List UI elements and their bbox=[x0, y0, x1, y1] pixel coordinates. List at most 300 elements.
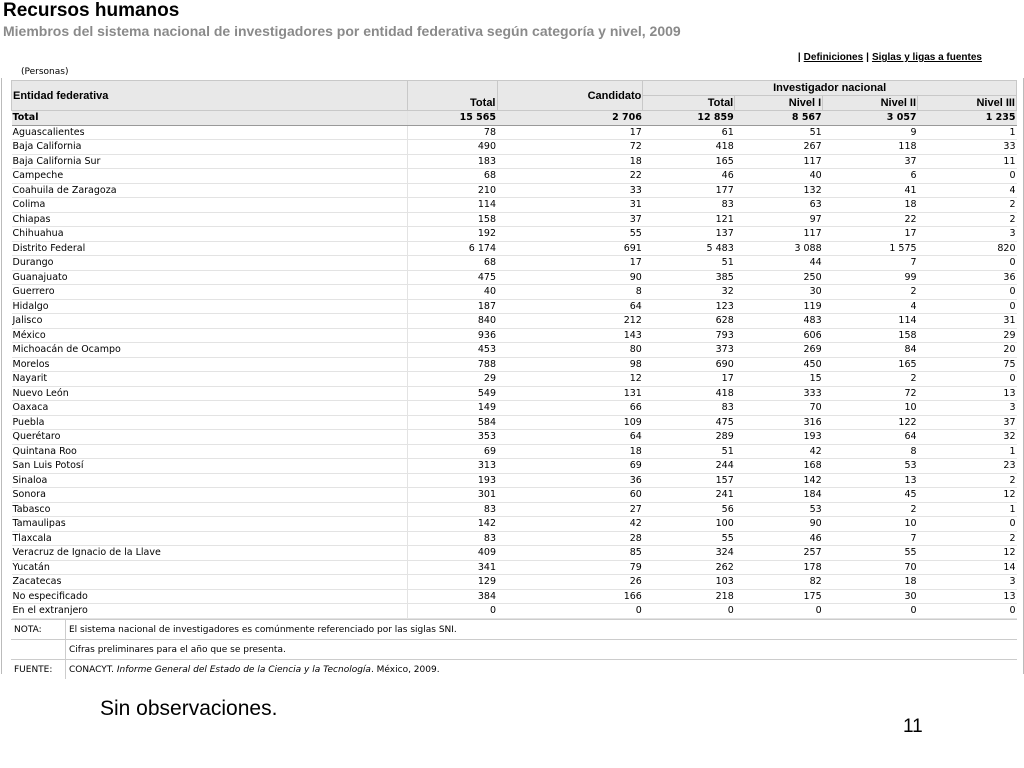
cell-sub-total: 418 bbox=[643, 386, 735, 401]
cell-nivel-1: 267 bbox=[735, 140, 823, 155]
cell-entidad: No especificado bbox=[12, 589, 408, 604]
cell-nivel-2: 1 575 bbox=[823, 241, 918, 256]
cell-nivel-3: 3 bbox=[918, 575, 1017, 590]
cell-nivel-3: 1 bbox=[918, 502, 1017, 517]
cell-candidato: 90 bbox=[497, 270, 643, 285]
cell-nivel-3: 20 bbox=[918, 343, 1017, 358]
cell-entidad: Tabasco bbox=[12, 502, 408, 517]
cell-total: 29 bbox=[407, 372, 497, 387]
cell-nivel-3: 1 235 bbox=[918, 111, 1017, 126]
cell-sub-total: 121 bbox=[643, 212, 735, 227]
table-row bbox=[12, 517, 1017, 532]
cell-nivel-1: 82 bbox=[735, 575, 823, 590]
cell-total: 584 bbox=[407, 415, 497, 430]
table-row bbox=[12, 560, 1017, 575]
table-row bbox=[12, 430, 1017, 445]
cell-nivel-3: 33 bbox=[918, 140, 1017, 155]
table-row bbox=[12, 183, 1017, 198]
cell-nivel-2: 7 bbox=[823, 256, 918, 271]
cell-candidato: 26 bbox=[497, 575, 643, 590]
cell-sub-total: 324 bbox=[643, 546, 735, 561]
cell-total: 409 bbox=[407, 546, 497, 561]
cell-entidad: Oaxaca bbox=[12, 401, 408, 416]
cell-nivel-1: 257 bbox=[735, 546, 823, 561]
cell-sub-total: 137 bbox=[643, 227, 735, 242]
cell-nivel-3: 820 bbox=[918, 241, 1017, 256]
cell-total: 788 bbox=[407, 357, 497, 372]
table-body bbox=[12, 111, 1017, 619]
cell-candidato: 27 bbox=[497, 502, 643, 517]
notes-table bbox=[11, 619, 1017, 679]
cell-sub-total: 793 bbox=[643, 328, 735, 343]
cell-candidato: 31 bbox=[497, 198, 643, 213]
table-row bbox=[12, 198, 1017, 213]
table-row bbox=[12, 473, 1017, 488]
cell-total: 183 bbox=[407, 154, 497, 169]
table-row bbox=[12, 241, 1017, 256]
cell-total: 341 bbox=[407, 560, 497, 575]
cell-nivel-2: 10 bbox=[823, 401, 918, 416]
header-sub-total: Total bbox=[643, 96, 735, 111]
cell-entidad: Nayarit bbox=[12, 372, 408, 387]
cell-nivel-3: 3 bbox=[918, 401, 1017, 416]
cell-nivel-2: 9 bbox=[823, 125, 918, 140]
cell-nivel-1: 53 bbox=[735, 502, 823, 517]
page-title: Recursos humanos bbox=[3, 0, 180, 21]
nota-label-empty bbox=[11, 640, 66, 660]
cell-nivel-2: 10 bbox=[823, 517, 918, 532]
cell-total: 68 bbox=[407, 169, 497, 184]
cell-sub-total: 103 bbox=[643, 575, 735, 590]
cell-nivel-3: 23 bbox=[918, 459, 1017, 474]
cell-sub-total: 157 bbox=[643, 473, 735, 488]
cell-total: 453 bbox=[407, 343, 497, 358]
header-nivel-3: Nivel III bbox=[918, 96, 1017, 111]
cell-nivel-1: 3 088 bbox=[735, 241, 823, 256]
cell-nivel-1: 168 bbox=[735, 459, 823, 474]
cell-nivel-2: 64 bbox=[823, 430, 918, 445]
cell-nivel-1: 97 bbox=[735, 212, 823, 227]
cell-sub-total: 262 bbox=[643, 560, 735, 575]
cell-candidato: 131 bbox=[497, 386, 643, 401]
cell-entidad: Hidalgo bbox=[12, 299, 408, 314]
cell-entidad: Guerrero bbox=[12, 285, 408, 300]
cell-nivel-1: 0 bbox=[735, 604, 823, 619]
cell-total: 0 bbox=[407, 604, 497, 619]
cell-nivel-2: 22 bbox=[823, 212, 918, 227]
cell-entidad: Tlaxcala bbox=[12, 531, 408, 546]
table-row bbox=[12, 357, 1017, 372]
fuente-prefix: CONACYT. bbox=[69, 664, 117, 675]
cell-nivel-2: 99 bbox=[823, 270, 918, 285]
cell-nivel-3: 0 bbox=[918, 604, 1017, 619]
table-row bbox=[12, 444, 1017, 459]
cell-nivel-3: 75 bbox=[918, 357, 1017, 372]
cell-entidad: Aguascalientes bbox=[12, 125, 408, 140]
cell-total: 15 565 bbox=[407, 111, 497, 126]
cell-nivel-3: 2 bbox=[918, 473, 1017, 488]
cell-nivel-2: 2 bbox=[823, 285, 918, 300]
table-row bbox=[12, 604, 1017, 619]
cell-candidato: 18 bbox=[497, 154, 643, 169]
cell-nivel-2: 122 bbox=[823, 415, 918, 430]
cell-sub-total: 244 bbox=[643, 459, 735, 474]
table-row bbox=[12, 488, 1017, 503]
cell-nivel-3: 3 bbox=[918, 227, 1017, 242]
cell-candidato: 55 bbox=[497, 227, 643, 242]
cell-nivel-3: 13 bbox=[918, 386, 1017, 401]
cell-total: 40 bbox=[407, 285, 497, 300]
cell-nivel-1: 250 bbox=[735, 270, 823, 285]
cell-candidato: 42 bbox=[497, 517, 643, 532]
cell-sub-total: 51 bbox=[643, 256, 735, 271]
cell-sub-total: 83 bbox=[643, 401, 735, 416]
table-row bbox=[12, 140, 1017, 155]
cell-sub-total: 218 bbox=[643, 589, 735, 604]
cell-total: 313 bbox=[407, 459, 497, 474]
cell-sub-total: 51 bbox=[643, 444, 735, 459]
cell-entidad: Zacatecas bbox=[12, 575, 408, 590]
cell-nivel-2: 8 bbox=[823, 444, 918, 459]
cell-nivel-3: 2 bbox=[918, 531, 1017, 546]
cell-candidato: 64 bbox=[497, 299, 643, 314]
cell-entidad: Chihuahua bbox=[12, 227, 408, 242]
table-row bbox=[12, 328, 1017, 343]
cell-nivel-2: 37 bbox=[823, 154, 918, 169]
cell-total: 69 bbox=[407, 444, 497, 459]
cell-nivel-2: 30 bbox=[823, 589, 918, 604]
cell-nivel-3: 0 bbox=[918, 285, 1017, 300]
cell-sub-total: 83 bbox=[643, 198, 735, 213]
table-row bbox=[12, 372, 1017, 387]
cell-nivel-2: 7 bbox=[823, 531, 918, 546]
cell-sub-total: 17 bbox=[643, 372, 735, 387]
cell-sub-total: 12 859 bbox=[643, 111, 735, 126]
cell-sub-total: 241 bbox=[643, 488, 735, 503]
cell-entidad: Baja California Sur bbox=[12, 154, 408, 169]
cell-nivel-3: 12 bbox=[918, 546, 1017, 561]
cell-nivel-2: 2 bbox=[823, 502, 918, 517]
nota-label: NOTA: bbox=[11, 620, 66, 640]
table-row-total bbox=[12, 111, 1017, 126]
cell-nivel-3: 11 bbox=[918, 154, 1017, 169]
cell-nivel-1: 175 bbox=[735, 589, 823, 604]
cell-nivel-1: 117 bbox=[735, 154, 823, 169]
cell-nivel-1: 178 bbox=[735, 560, 823, 575]
cell-nivel-3: 12 bbox=[918, 488, 1017, 503]
cell-nivel-2: 84 bbox=[823, 343, 918, 358]
cell-total: 83 bbox=[407, 531, 497, 546]
cell-candidato: 22 bbox=[497, 169, 643, 184]
cell-total: 490 bbox=[407, 140, 497, 155]
cell-candidato: 109 bbox=[497, 415, 643, 430]
fuente-title: Informe General del Estado de la Ciencia y la Tecnología bbox=[116, 664, 371, 675]
fuente-text bbox=[66, 660, 1018, 680]
table-row bbox=[12, 546, 1017, 561]
cell-candidato: 85 bbox=[497, 546, 643, 561]
cell-candidato: 212 bbox=[497, 314, 643, 329]
cell-sub-total: 56 bbox=[643, 502, 735, 517]
cell-nivel-2: 4 bbox=[823, 299, 918, 314]
cell-nivel-3: 14 bbox=[918, 560, 1017, 575]
data-table bbox=[11, 80, 1017, 619]
table-row bbox=[12, 154, 1017, 169]
cell-sub-total: 61 bbox=[643, 125, 735, 140]
table-row bbox=[12, 401, 1017, 416]
cell-sub-total: 418 bbox=[643, 140, 735, 155]
cell-nivel-1: 8 567 bbox=[735, 111, 823, 126]
reference-links bbox=[795, 52, 982, 63]
cell-nivel-3: 0 bbox=[918, 372, 1017, 387]
cell-nivel-3: 0 bbox=[918, 256, 1017, 271]
table-row bbox=[12, 285, 1017, 300]
table-row bbox=[12, 169, 1017, 184]
cell-sub-total: 475 bbox=[643, 415, 735, 430]
cell-sub-total: 165 bbox=[643, 154, 735, 169]
header-total: Total bbox=[407, 81, 497, 111]
cell-entidad: Campeche bbox=[12, 169, 408, 184]
cell-nivel-2: 2 bbox=[823, 372, 918, 387]
cell-candidato: 17 bbox=[497, 256, 643, 271]
cell-total: 193 bbox=[407, 473, 497, 488]
cell-entidad: Distrito Federal bbox=[12, 241, 408, 256]
table-row bbox=[12, 415, 1017, 430]
cell-candidato: 12 bbox=[497, 372, 643, 387]
table-row bbox=[12, 343, 1017, 358]
cell-entidad: En el extranjero bbox=[12, 604, 408, 619]
cell-nivel-3: 29 bbox=[918, 328, 1017, 343]
definiciones-link[interactable]: Definiciones bbox=[803, 52, 864, 63]
cell-sub-total: 100 bbox=[643, 517, 735, 532]
cell-candidato: 72 bbox=[497, 140, 643, 155]
cell-nivel-2: 53 bbox=[823, 459, 918, 474]
cell-total: 384 bbox=[407, 589, 497, 604]
cell-sub-total: 5 483 bbox=[643, 241, 735, 256]
cell-total: 549 bbox=[407, 386, 497, 401]
link-separator: | bbox=[797, 52, 801, 63]
cell-nivel-1: 333 bbox=[735, 386, 823, 401]
cell-total: 149 bbox=[407, 401, 497, 416]
cell-nivel-3: 2 bbox=[918, 198, 1017, 213]
cell-entidad: Puebla bbox=[12, 415, 408, 430]
page-number: 11 bbox=[903, 716, 923, 737]
cell-entidad: Nuevo León bbox=[12, 386, 408, 401]
cell-nivel-1: 606 bbox=[735, 328, 823, 343]
cell-nivel-1: 63 bbox=[735, 198, 823, 213]
cell-total: 78 bbox=[407, 125, 497, 140]
cell-candidato: 80 bbox=[497, 343, 643, 358]
cell-nivel-2: 55 bbox=[823, 546, 918, 561]
cell-candidato: 691 bbox=[497, 241, 643, 256]
cell-entidad: Morelos bbox=[12, 357, 408, 372]
cell-nivel-3: 31 bbox=[918, 314, 1017, 329]
cell-nivel-2: 118 bbox=[823, 140, 918, 155]
cell-candidato: 17 bbox=[497, 125, 643, 140]
cell-total: 68 bbox=[407, 256, 497, 271]
cell-nivel-2: 17 bbox=[823, 227, 918, 242]
cell-nivel-1: 483 bbox=[735, 314, 823, 329]
cell-sub-total: 385 bbox=[643, 270, 735, 285]
cell-nivel-2: 158 bbox=[823, 328, 918, 343]
cell-nivel-3: 13 bbox=[918, 589, 1017, 604]
cell-nivel-3: 2 bbox=[918, 212, 1017, 227]
cell-nivel-1: 316 bbox=[735, 415, 823, 430]
cell-sub-total: 373 bbox=[643, 343, 735, 358]
cell-nivel-2: 41 bbox=[823, 183, 918, 198]
cell-total: 83 bbox=[407, 502, 497, 517]
header-entidad: Entidad federativa bbox=[12, 81, 408, 111]
cell-nivel-1: 269 bbox=[735, 343, 823, 358]
cell-sub-total: 32 bbox=[643, 285, 735, 300]
table-row bbox=[12, 314, 1017, 329]
cell-nivel-3: 32 bbox=[918, 430, 1017, 445]
cell-nivel-3: 36 bbox=[918, 270, 1017, 285]
cell-total: 129 bbox=[407, 575, 497, 590]
cell-total: 6 174 bbox=[407, 241, 497, 256]
cell-candidato: 8 bbox=[497, 285, 643, 300]
cell-nivel-2: 0 bbox=[823, 604, 918, 619]
cell-sub-total: 55 bbox=[643, 531, 735, 546]
cell-nivel-3: 4 bbox=[918, 183, 1017, 198]
cell-entidad: Colima bbox=[12, 198, 408, 213]
cell-candidato: 66 bbox=[497, 401, 643, 416]
cell-entidad: México bbox=[12, 328, 408, 343]
cell-nivel-2: 70 bbox=[823, 560, 918, 575]
cell-nivel-2: 165 bbox=[823, 357, 918, 372]
cell-candidato: 64 bbox=[497, 430, 643, 445]
link-separator: | bbox=[866, 52, 869, 63]
header-candidato: Candidato bbox=[497, 81, 643, 111]
cell-nivel-3: 1 bbox=[918, 444, 1017, 459]
cell-nivel-2: 18 bbox=[823, 198, 918, 213]
cell-entidad: Sinaloa bbox=[12, 473, 408, 488]
page-subtitle: Miembros del sistema nacional de investigadores por entidad federativa según categoría y nivel, 2009 bbox=[3, 23, 681, 39]
cell-candidato: 98 bbox=[497, 357, 643, 372]
cell-entidad: Quintana Roo bbox=[12, 444, 408, 459]
cell-total: 936 bbox=[407, 328, 497, 343]
table-row bbox=[12, 299, 1017, 314]
cell-candidato: 60 bbox=[497, 488, 643, 503]
cell-nivel-1: 132 bbox=[735, 183, 823, 198]
table-row bbox=[12, 270, 1017, 285]
units-label: (Personas) bbox=[21, 67, 69, 77]
cell-candidato: 79 bbox=[497, 560, 643, 575]
cell-nivel-1: 142 bbox=[735, 473, 823, 488]
cell-candidato: 166 bbox=[497, 589, 643, 604]
cell-entidad: Veracruz de Ignacio de la Llave bbox=[12, 546, 408, 561]
cell-candidato: 18 bbox=[497, 444, 643, 459]
cell-total: 475 bbox=[407, 270, 497, 285]
cell-sub-total: 628 bbox=[643, 314, 735, 329]
cell-nivel-1: 51 bbox=[735, 125, 823, 140]
table-row bbox=[12, 589, 1017, 604]
fuente-label: FUENTE: bbox=[11, 660, 66, 680]
cell-sub-total: 690 bbox=[643, 357, 735, 372]
cell-total: 840 bbox=[407, 314, 497, 329]
table-row bbox=[12, 575, 1017, 590]
nota-text-1: El sistema nacional de investigadores es comúnmente referenciado por las siglas SNI. bbox=[66, 620, 1018, 640]
cell-total: 187 bbox=[407, 299, 497, 314]
table-row bbox=[12, 386, 1017, 401]
cell-sub-total: 0 bbox=[643, 604, 735, 619]
cell-nivel-3: 37 bbox=[918, 415, 1017, 430]
header-nivel-2: Nivel II bbox=[823, 96, 918, 111]
cell-entidad: Tamaulipas bbox=[12, 517, 408, 532]
cell-candidato: 2 706 bbox=[497, 111, 643, 126]
cell-entidad: Coahuila de Zaragoza bbox=[12, 183, 408, 198]
cell-entidad: Baja California bbox=[12, 140, 408, 155]
cell-nivel-2: 6 bbox=[823, 169, 918, 184]
cell-entidad: Yucatán bbox=[12, 560, 408, 575]
table-row bbox=[12, 125, 1017, 140]
cell-candidato: 37 bbox=[497, 212, 643, 227]
siglas-link[interactable]: Siglas y ligas a fuentes bbox=[871, 52, 982, 63]
fuente-suffix: . México, 2009. bbox=[370, 664, 440, 675]
cell-total: 142 bbox=[407, 517, 497, 532]
cell-total: 353 bbox=[407, 430, 497, 445]
cell-nivel-1: 15 bbox=[735, 372, 823, 387]
cell-sub-total: 46 bbox=[643, 169, 735, 184]
cell-sub-total: 289 bbox=[643, 430, 735, 445]
cell-candidato: 36 bbox=[497, 473, 643, 488]
cell-nivel-1: 40 bbox=[735, 169, 823, 184]
cell-candidato: 0 bbox=[497, 604, 643, 619]
cell-nivel-3: 1 bbox=[918, 125, 1017, 140]
cell-nivel-1: 90 bbox=[735, 517, 823, 532]
cell-nivel-2: 18 bbox=[823, 575, 918, 590]
cell-nivel-3: 0 bbox=[918, 169, 1017, 184]
cell-entidad: Michoacán de Ocampo bbox=[12, 343, 408, 358]
cell-entidad: Chiapas bbox=[12, 212, 408, 227]
cell-candidato: 69 bbox=[497, 459, 643, 474]
cell-nivel-2: 3 057 bbox=[823, 111, 918, 126]
cell-sub-total: 123 bbox=[643, 299, 735, 314]
cell-entidad: Durango bbox=[12, 256, 408, 271]
cell-entidad: Sonora bbox=[12, 488, 408, 503]
cell-nivel-1: 193 bbox=[735, 430, 823, 445]
cell-sub-total: 177 bbox=[643, 183, 735, 198]
table-row bbox=[12, 531, 1017, 546]
header-nivel-1: Nivel I bbox=[735, 96, 823, 111]
table-row bbox=[12, 256, 1017, 271]
cell-nivel-3: 0 bbox=[918, 299, 1017, 314]
cell-entidad: Total bbox=[12, 111, 408, 126]
cell-nivel-1: 44 bbox=[735, 256, 823, 271]
cell-total: 158 bbox=[407, 212, 497, 227]
cell-nivel-1: 30 bbox=[735, 285, 823, 300]
cell-nivel-2: 114 bbox=[823, 314, 918, 329]
cell-entidad: San Luis Potosí bbox=[12, 459, 408, 474]
cell-nivel-1: 46 bbox=[735, 531, 823, 546]
nota-text-2: Cifras preliminares para el año que se presenta. bbox=[66, 640, 1018, 660]
cell-candidato: 28 bbox=[497, 531, 643, 546]
cell-nivel-2: 13 bbox=[823, 473, 918, 488]
table-row bbox=[12, 459, 1017, 474]
cell-total: 114 bbox=[407, 198, 497, 213]
cell-nivel-3: 0 bbox=[918, 517, 1017, 532]
cell-nivel-2: 72 bbox=[823, 386, 918, 401]
cell-entidad: Jalisco bbox=[12, 314, 408, 329]
table-row bbox=[12, 502, 1017, 517]
table-row bbox=[12, 212, 1017, 227]
cell-nivel-1: 70 bbox=[735, 401, 823, 416]
observations-text: Sin observaciones. bbox=[100, 697, 278, 720]
cell-nivel-1: 450 bbox=[735, 357, 823, 372]
table-row bbox=[12, 227, 1017, 242]
cell-nivel-1: 184 bbox=[735, 488, 823, 503]
cell-total: 301 bbox=[407, 488, 497, 503]
cell-total: 192 bbox=[407, 227, 497, 242]
